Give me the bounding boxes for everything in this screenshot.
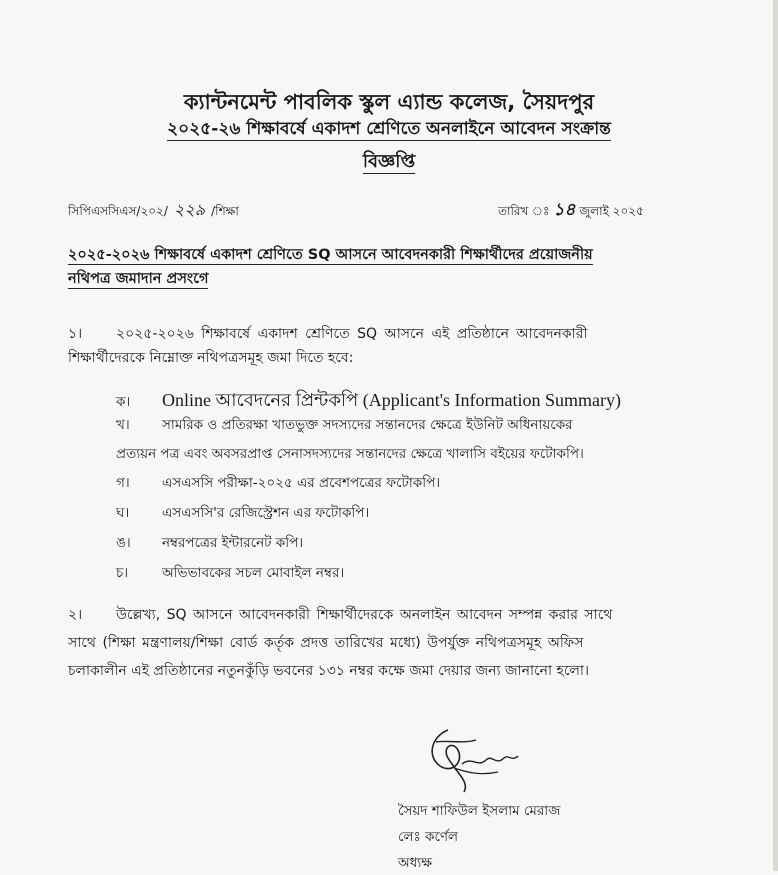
signatory-designation: অধ্যক্ষ [398, 855, 433, 871]
date-label: তারিখ ঃ [498, 204, 550, 218]
ref-prefix: সিপিএসসিএস/২০২/ [68, 204, 168, 218]
list-item-ga [116, 472, 440, 495]
list-item-gha-label: ঘ। [116, 505, 130, 521]
list-item-kha-text: সামরিক ও প্রতিরক্ষা খাতভুক্ত সদস্যদের সন্তানদের ক্ষেত্রে ইউনিট অধিনায়কের [162, 417, 573, 433]
date-month-year: জুলাই ২০২৫ [579, 204, 644, 218]
notice-subtitle-text: ২০২৫-২৬ শিক্ষাবর্ষে একাদশ শ্রেণিতে অনলাইনে আবেদন সংক্রান্ত [167, 119, 611, 139]
signatory-rank: লেঃ কর্ণেল [398, 829, 459, 845]
paragraph-1-number: ১। [68, 326, 83, 342]
subject-line-1-text: ২০২৫-২০২৬ শিক্ষাবর্ষে একাদশ শ্রেণিতে SQ আসনে আবেদনকারী শিক্ষার্থীদের প্রয়োজনীয় [68, 247, 593, 263]
list-item-umo [116, 532, 303, 555]
notice-heading-text: বিজ্ঞপ্তি [362, 151, 416, 172]
list-item-gha-text: এসএসসি'র রেজিস্ট্রেশন এর ফটোকপি। [162, 505, 370, 521]
paragraph-1-line-2: শিক্ষার্থীদেরকে নিম্নোক্ত নথিপত্রসমূহ জমা দিতে হবে: [68, 350, 354, 366]
list-item-kha-label: খ। [116, 417, 130, 433]
signatory-name: সৈয়দ শাফিউল ইসলাম মেরাজ [398, 803, 561, 819]
list-item-ka [116, 386, 621, 417]
list-item-ka-label: ক। [116, 394, 131, 410]
paragraph-2-line-3: চলাকালীন এই প্রতিষ্ঠানের নতুনকুঁড়ি ভবনের ১৩১ নম্বর কক্ষে জমা দেয়ার জন্য জানানো হলো। [68, 663, 589, 679]
list-item-cha-label: চ। [116, 565, 129, 581]
paragraph-2-line-1 [68, 603, 612, 627]
paragraph-2-line-2: সাথে (শিক্ষা মন্ত্রণালয়/শিক্ষা বোর্ড কর্তৃক প্রদত্ত তারিখের মধ্যে) উপর্যুক্ত নথিপত্রসমূহ অফিস [68, 635, 584, 651]
paragraph-1-line-1 [68, 322, 587, 346]
list-item-cha-text: অভিভাবকের সচল মোবাইল নম্বর। [162, 565, 345, 581]
list-item-umo-label: ঙ। [116, 535, 131, 551]
paragraph-2-number: ২। [68, 607, 83, 623]
institution-title: ক্যান্টনমেন্ট পাবলিক স্কুল এ্যান্ড কলেজ, সৈয়দপুর [183, 90, 595, 114]
ref-suffix: /শিক্ষা [211, 204, 239, 218]
notice-heading [0, 147, 778, 178]
notice-subtitle [0, 116, 778, 144]
subject-line-2 [68, 268, 208, 292]
handwritten-signature [418, 722, 528, 794]
paragraph-2-text-1: উল্লেখ্য, SQ আসনে আবেদনকারী শিক্ষার্থীদেরকে অনলাইন আবেদন সম্পন্ন করার সাথে [116, 607, 613, 623]
notice-date [498, 197, 644, 225]
ref-handwritten-number: ২২৯ [173, 200, 206, 219]
list-item-ga-text: এসএসসি পরীক্ষা-২০২৫ এর প্রবেশপত্রের ফটোকপি। [162, 475, 441, 491]
list-item-ga-label: গ। [116, 475, 130, 491]
reference-number [68, 197, 239, 224]
list-item-kha-continued: প্রত্যয়ন পত্র এবং অবসরপ্রাপ্ত সেনাসদস্যদের সন্তানদের ক্ষেত্রে খালাসি বইয়ের ফটোকপি। [116, 446, 584, 462]
list-item-ka-text: Online আবেদনের প্রিন্টকপি (Applicant's Information Summary) [162, 390, 621, 410]
list-item-kha [116, 414, 573, 437]
subject-line-2-text: নথিপত্র জমাদান প্রসংগে [68, 271, 209, 287]
paragraph-1-text-1: ২০২৫-২০২৬ শিক্ষাবর্ষে একাদশ শ্রেণিতে SQ আসনে এই প্রতিষ্ঠানে আবেদনকারী [116, 326, 588, 342]
date-handwritten-day: ১৪ [553, 200, 576, 220]
list-item-cha [116, 562, 344, 585]
list-item-umo-text: নম্বরপত্রের ইন্টারনেট কপি। [162, 535, 304, 551]
subject-line-1 [68, 244, 593, 268]
list-item-gha [116, 502, 369, 525]
